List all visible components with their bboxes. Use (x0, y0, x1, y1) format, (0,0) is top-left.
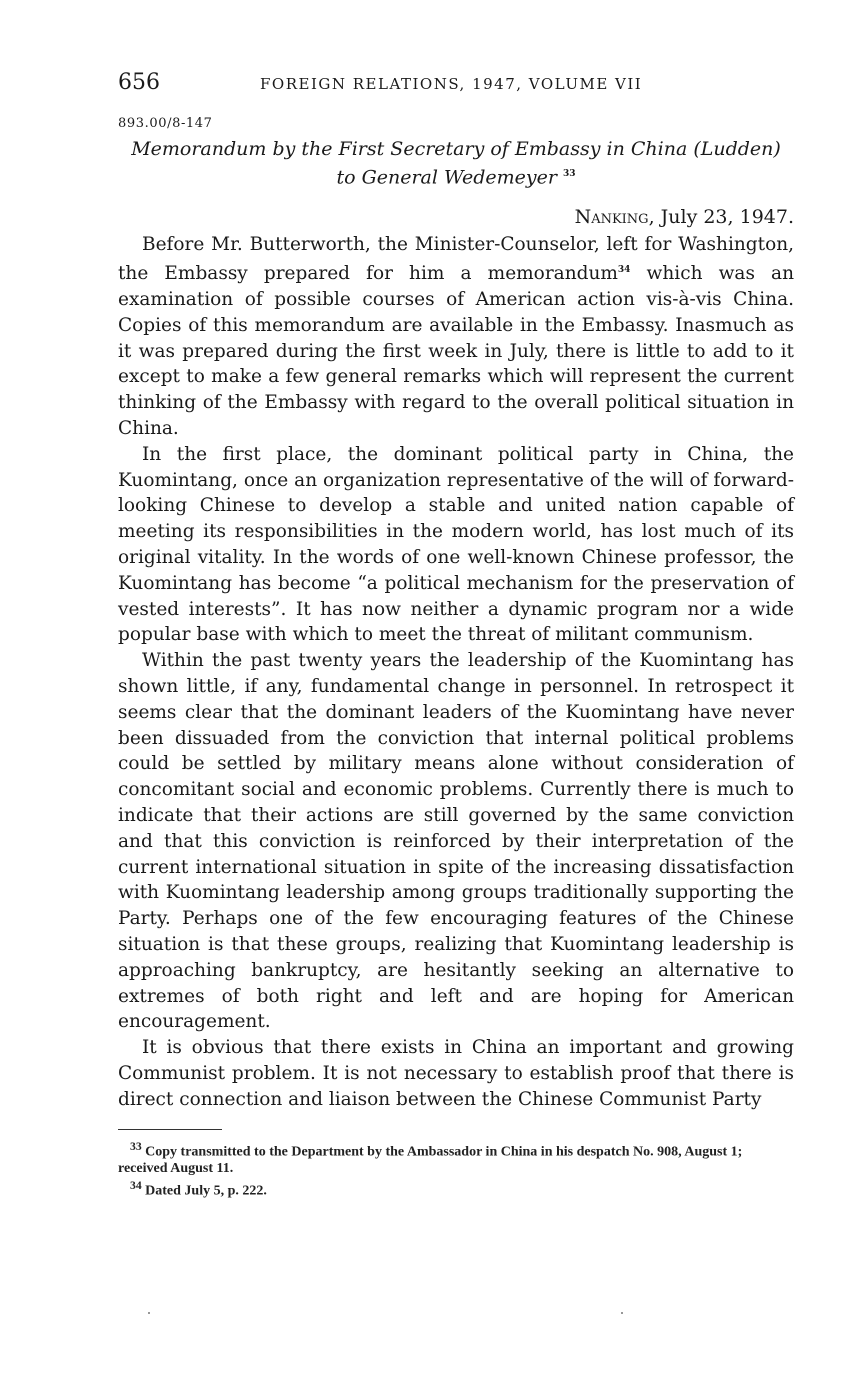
title-line-2 (122, 162, 790, 190)
footnote-ref-33: 33 (563, 169, 576, 179)
scan-speck (621, 1312, 623, 1314)
page-number: 656 (118, 70, 160, 95)
paragraph-2: In the first place, the dominant political party in China, the Kuomintang, once an organization representative of the will of forward-looking Chinese to develop a stable and united nation capable of meeting its responsibilities in the modern world, has lost much of its original vitality. In the words of one well-known Chinese professor, the Kuomintang has become “a political mechanism for the preservation of vested interests”. It has now neither a dynamic program nor a wide popular base with which to meet the threat of militant communism. (118, 443, 794, 646)
paragraph-3: Within the past twenty years the leadership of the Kuomintang has shown little, if any, fundamental change in personnel. In retrospect it seems clear that the dominant leaders of the Kuomintang have never been dissuaded from the conviction that internal political problems could be settled by military means alone without consideration of concomitant social and economic problems. Currently there is much to indicate that their actions are still governed by the same conviction and that this conviction is reinforced by their interpretation of the current international situation in spite of the increasing dissatisfaction with Kuomintang leadership among groups traditionally supporting the Party. Perhaps one of the few encouraging features of the Chinese situation is that these groups, realizing that Kuomintang leadership is approaching bankruptcy, are hesitantly seeking an alternative to extremes of both right and left and are hoping for American encouragement. (118, 650, 794, 1033)
footnote-text: Dated July 5, p. 222. (145, 1183, 267, 1199)
running-title: FOREIGN RELATIONS, 1947, VOLUME VII (260, 75, 643, 93)
footnotes (118, 1138, 794, 1200)
dateline-date: , July 23, 1947. (648, 206, 794, 229)
running-head (118, 66, 794, 100)
paragraph-1-part-a: Before Mr. Butterworth, the Minister-Counselor, left for Washington, the Embassy prepared for him a memorandum (118, 234, 794, 285)
dateline-place: Nanking (574, 206, 649, 229)
file-number: 893.00/8-147 (118, 116, 213, 131)
footnote-ref-34: 34 (617, 265, 631, 276)
document-page (118, 66, 794, 1200)
paragraph-1-part-b: which was an examination of possible courses of American action vis-à-vis China. Copies of this memorandum are available in the Embassy. Inasmuch as it was prepared during the first week in July, there is little to add to it except to make a few general remarks which will represent the current thinking of the Embassy with regard to the overall political situation in China. (118, 263, 794, 440)
footnote-34 (118, 1177, 794, 1200)
scan-speck (148, 1312, 150, 1314)
title-line-2-text: to General Wedemeyer (336, 166, 557, 189)
paragraph-1 (118, 232, 794, 442)
footnote-mark: 33 (130, 1139, 142, 1153)
dateline (118, 206, 794, 228)
footnote-divider (118, 1129, 222, 1130)
paragraph-4: It is obvious that there exists in China an important and growing Communist problem. It is not necessary to establish proof that there is direct connection and liaison between the Chinese Communist Party (118, 1037, 794, 1110)
footnote-mark: 34 (130, 1179, 142, 1193)
document-title (122, 137, 790, 190)
title-line-1: Memorandum by the First Secretary of Embassy in China (Ludden) (131, 138, 781, 160)
footnote-text: Copy transmitted to the Department by the Ambassador in China in his despatch No. 908, August 1; received August 11. (118, 1144, 743, 1177)
footnote-33 (118, 1138, 794, 1178)
